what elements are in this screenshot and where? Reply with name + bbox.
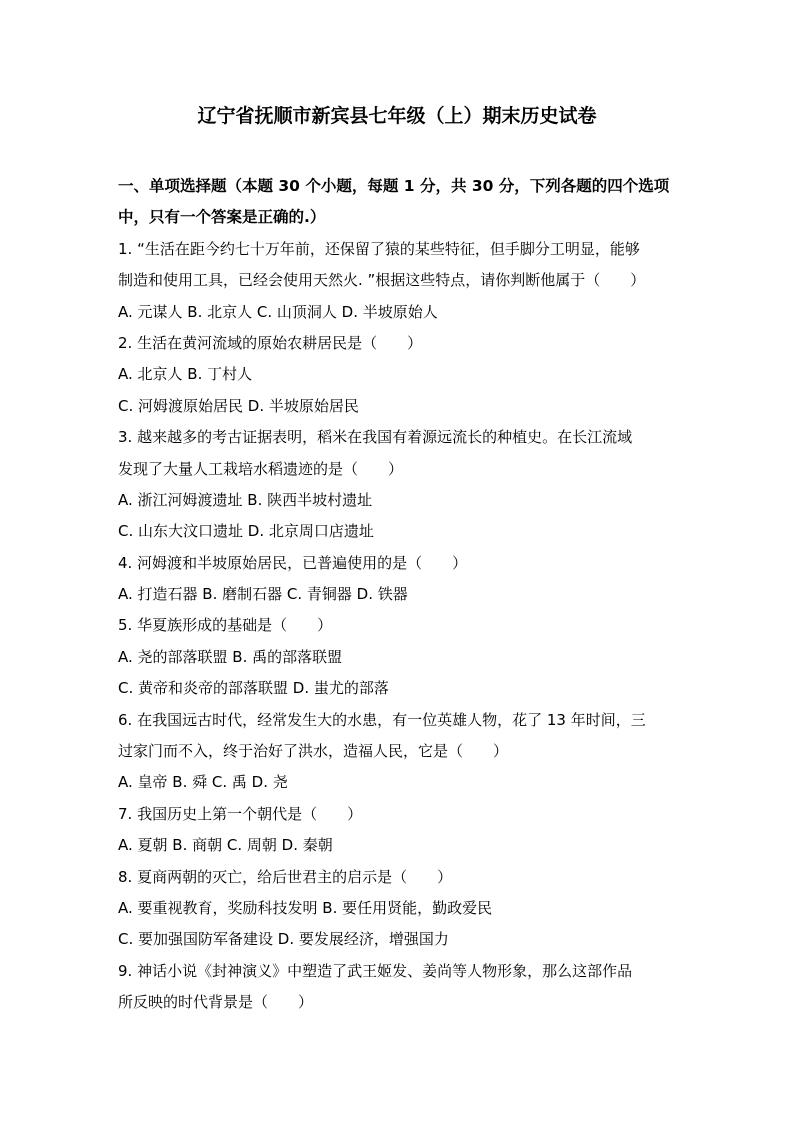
q6-options: A. 皇帝 B. 舜 C. 禹 D. 尧 [118,773,288,792]
q5-stem: 5. 华夏族形成的基础是（ ） [118,616,333,635]
q2-stem: 2. 生活在黄河流域的原始农耕居民是（ ） [118,333,423,352]
q7-stem: 7. 我国历史上第一个朝代是（ ） [118,804,363,823]
section-heading-line-2: 中，只有一个答案是正确的.） [118,208,326,227]
q6-stem-line-1: 6. 在我国远古时代，经常发生大的水患，有一位英雄人物，花了 13 年时间，三 [118,710,646,729]
q3-options-line-1: A. 浙江河姆渡遗址 B. 陕西半坡村遗址 [118,490,373,509]
q8-stem: 8. 夏商两朝的灭亡，给后世君主的启示是（ ） [118,867,453,886]
q9-stem-line-2: 所反映的时代背景是（ ） [118,993,314,1012]
q2-options-line-2: C. 河姆渡原始居民 D. 半坡原始居民 [118,396,359,415]
q8-options-line-2: C. 要加强国防军备建设 D. 要发展经济，增强国力 [118,930,449,949]
section-heading-line-1: 一、单项选择题（本题 30 个小题，每题 1 分，共 30 分，下列各题的四个选项 [118,177,670,195]
q3-stem-line-2: 发现了大量人工栽培水稻遗迹的是（ ） [118,459,404,478]
q5-options-line-1: A. 尧的部落联盟 B. 禹的部落联盟 [118,647,343,666]
q1-options: A. 元谋人 B. 北京人 C. 山顶洞人 D. 半坡原始人 [118,302,438,321]
q6-stem-line-2: 过家门而不入，终于治好了洪水，造福人民，它是（ ） [118,742,509,761]
document-title: 辽宁省抚顺市新宾县七年级（上）期末历史试卷 [197,105,597,127]
q3-options-line-2: C. 山东大汶口遗址 D. 北京周口店遗址 [118,522,374,541]
q7-options: A. 夏朝 B. 商朝 C. 周朝 D. 秦朝 [118,836,333,855]
q9-stem-line-1: 9. 神话小说《封神演义》中塑造了武王姬发、姜尚等人物形象，那么这部作品 [118,961,633,980]
q8-options-line-1: A. 要重视教育，奖励科技发明 B. 要任用贤能，勤政爱民 [118,898,493,917]
q1-stem-line-1: 1. “生活在距今约七十万年前，还保留了猿的某些特征，但手脚分工明显，能够 [118,239,640,258]
q5-options-line-2: C. 黄帝和炎帝的部落联盟 D. 蚩尤的部落 [118,679,389,698]
q4-stem: 4. 河姆渡和半坡原始居民，已普遍使用的是（ ） [118,553,468,572]
q2-options-line-1: A. 北京人 B. 丁村人 [118,365,253,384]
q1-stem-line-2: 制造和使用工具，已经会使用天然火. ”根据这些特点，请你判断他属于（ ） [118,271,646,290]
q4-options: A. 打造石器 B. 磨制石器 C. 青铜器 D. 铁器 [118,585,408,604]
q3-stem-line-1: 3. 越来越多的考古证据表明，稻米在我国有着源远流长的种植史。在长江流域 [118,428,633,447]
document-body [118,171,678,1019]
